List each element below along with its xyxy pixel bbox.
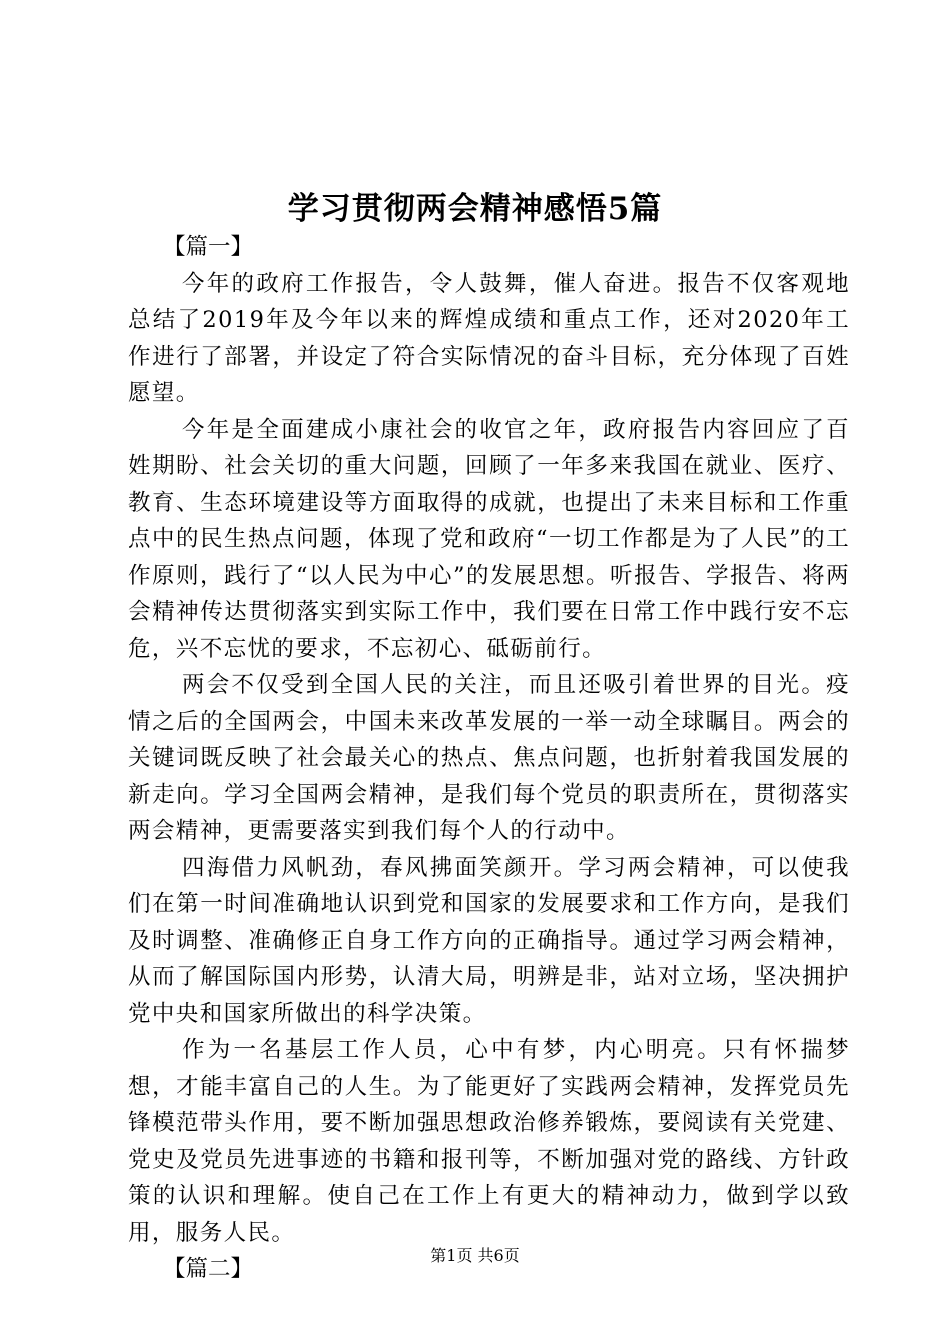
document-title: 学习贯彻两会精神感悟5篇: [287, 191, 663, 227]
paragraph-1: 今年的政府工作报告，令人鼓舞，催人奋进。报告不仅客观地总结了2019年及今年以来的辉煌成绩和重点工作，还对2020年工作进行了部署，并设定了符合实际情况的奋斗目标，充分体现了百姓愿望。: [128, 270, 850, 406]
document-body: [128, 229, 850, 1288]
paragraph-5: 作为一名基层工作人员，心中有梦，内心明亮。只有怀揣梦想，才能丰富自己的人生。为了能更好了实践两会精神，发挥党员先锋模范带头作用，要不断加强思想政治修养锻炼，要阅读有关党建、党史及党员先进事迹的书籍和报刊等，不断加强对党的路线、方针政策的认识和理解。使自己在工作上有更大的精神动力，做到学以致用，服务人民。: [128, 1037, 850, 1246]
page-footer: 第1页 共6页: [430, 1246, 520, 1265]
section-heading-2: 【篇二】: [163, 1256, 254, 1282]
section-heading-1: 【篇一】: [163, 234, 254, 260]
paragraph-4: 四海借力风帆劲，春风拂面笑颜开。学习两会精神，可以使我们在第一时间准确地认识到党和国家的发展要求和工作方向，是我们及时调整、准确修正自身工作方向的正确指导。通过学习两会精神，从而了解国际国内形势，认清大局，明辨是非，站对立场，坚决拥护党中央和国家所做出的科学决策。: [128, 854, 850, 1027]
paragraph-3: 两会不仅受到全国人民的关注，而且还吸引着世界的目光。疫情之后的全国两会，中国未来改革发展的一举一动全球瞩目。两会的关键词既反映了社会最关心的热点、焦点问题，也折射着我国发展的新走向。学习全国两会精神，是我们每个党员的职责所在，贯彻落实两会精神，更需要落实到我们每个人的行动中。: [128, 672, 850, 844]
paragraph-2: 今年是全面建成小康社会的收官之年，政府报告内容回应了百姓期盼、社会关切的重大问题，回顾了一年多来我国在就业、医疗、教育、生态环境建设等方面取得的成就，也提出了未来目标和工作重点中的民生热点问题，体现了党和政府“一切工作都是为了人民”的工作原则，践行了“以人民为中心”的发展思想。听报告、学报告、将两会精神传达贯彻落实到实际工作中，我们要在日常工作中践行安不忘危，兴不忘忧的要求，不忘初心、砥砺前行。: [128, 416, 850, 662]
